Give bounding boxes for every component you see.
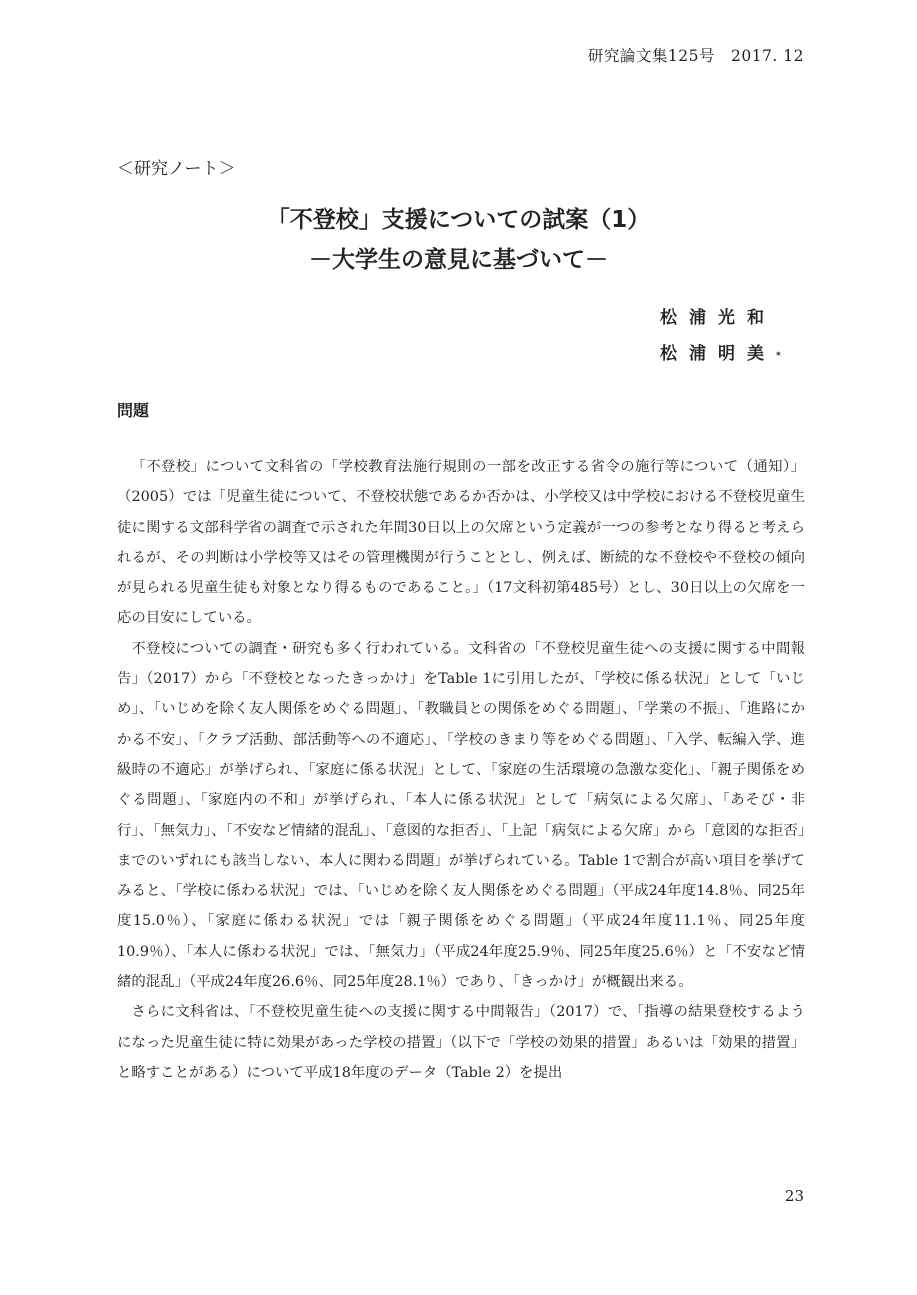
author-name-text: 松浦光和 (660, 308, 776, 328)
section-label: ＜研究ノート＞ (117, 159, 236, 179)
author-name (660, 300, 781, 336)
author-name (660, 336, 781, 372)
author-list (660, 300, 781, 372)
body-text (117, 452, 805, 1088)
body-paragraph: 不登校についての調査・研究も多く行われている。文科省の「不登校児童生徒への支援に関する中間報告」（2017）から「不登校となったきっかけ」をTable 1に引用したが、「学校に係る状況」として「いじめ」、「いじめを除く友人関係をめぐる問題」、「教職員との関係をめぐる問題」、「学業の不振」、「進路にかかる不安」、「クラブ活動、部活動等への不適応」、「学校のきまり等をめぐる問題」、「入学、転編入学、進級時の不適応」が挙げられ、「家庭に係る状況」として、「家庭の生活環境の急激な変化」、「親子関係をめぐる問題」、「家庭内の不和」が挙げられ、「本人に係る状況」として「病気による欠席」、「あそび・非行」、「無気力」、「不安など情緒的混乱」、「意図的な拒否」、「上記「病気による欠席」から「意図的な拒否」までのいずれにも該当しない、本人に関わる問題」が挙げられている。Table 1で割合が高い項目を挙げてみると、「学校に係わる状況」では、「いじめを除く友人関係をめぐる問題」（平成24年度14.8％、同25年度15.0％）、「家庭に係わる状況」では「親子関係をめぐる問題」（平成24年度11.1％、同25年度10.9％）、「本人に係わる状況」では、「無気力」（平成24年度25.9％、同25年度25.6％）と「不安など情緒的混乱」（平成24年度26.6％、同25年度28.1％）であり、「きっかけ」が概観出来る。 (117, 640, 805, 991)
paper-title-block (0, 200, 917, 280)
paper-subtitle: －大学生の意見に基づいて－ (309, 247, 608, 273)
author-footnote-mark: * (776, 351, 781, 361)
body-paragraph: さらに文科省は、「不登校児童生徒への支援に関する中間報告」（2017）で、「指導の結果登校するようになった児童生徒に特に効果があった学校の措置」（以下で「学校の効果的措置」あるいは「効果的措置」と略すことがある）について平成18年度のデータ（Table 2）を提出 (117, 1004, 805, 1081)
section-heading: 問題 (117, 401, 150, 420)
journal-header: 研究論文集125号 2017. 12 (587, 47, 804, 65)
paper-title: 「不登校」支援についての試案（1） (266, 207, 651, 233)
author-name-text: 松浦明美 (660, 344, 776, 364)
page-number: 23 (784, 1187, 804, 1205)
body-paragraph: 「不登校」について文科省の「学校教育法施行規則の一部を改正する省令の施行等について（通知）」（2005）では「児童生徒について、不登校状態であるか否かは、小学校又は中学校における不登校児童生徒に関する文部科学省の調査で示された年間30日以上の欠席という定義が一つの参考となり得ると考えられるが、その判断は小学校等又はその管理機関が行うこととし、例えば、断続的な不登校や不登校の傾向が見られる児童生徒も対象となり得るものであること。」（17文科初第485号）とし、30日以上の欠席を一応の目安にしている。 (117, 459, 805, 627)
